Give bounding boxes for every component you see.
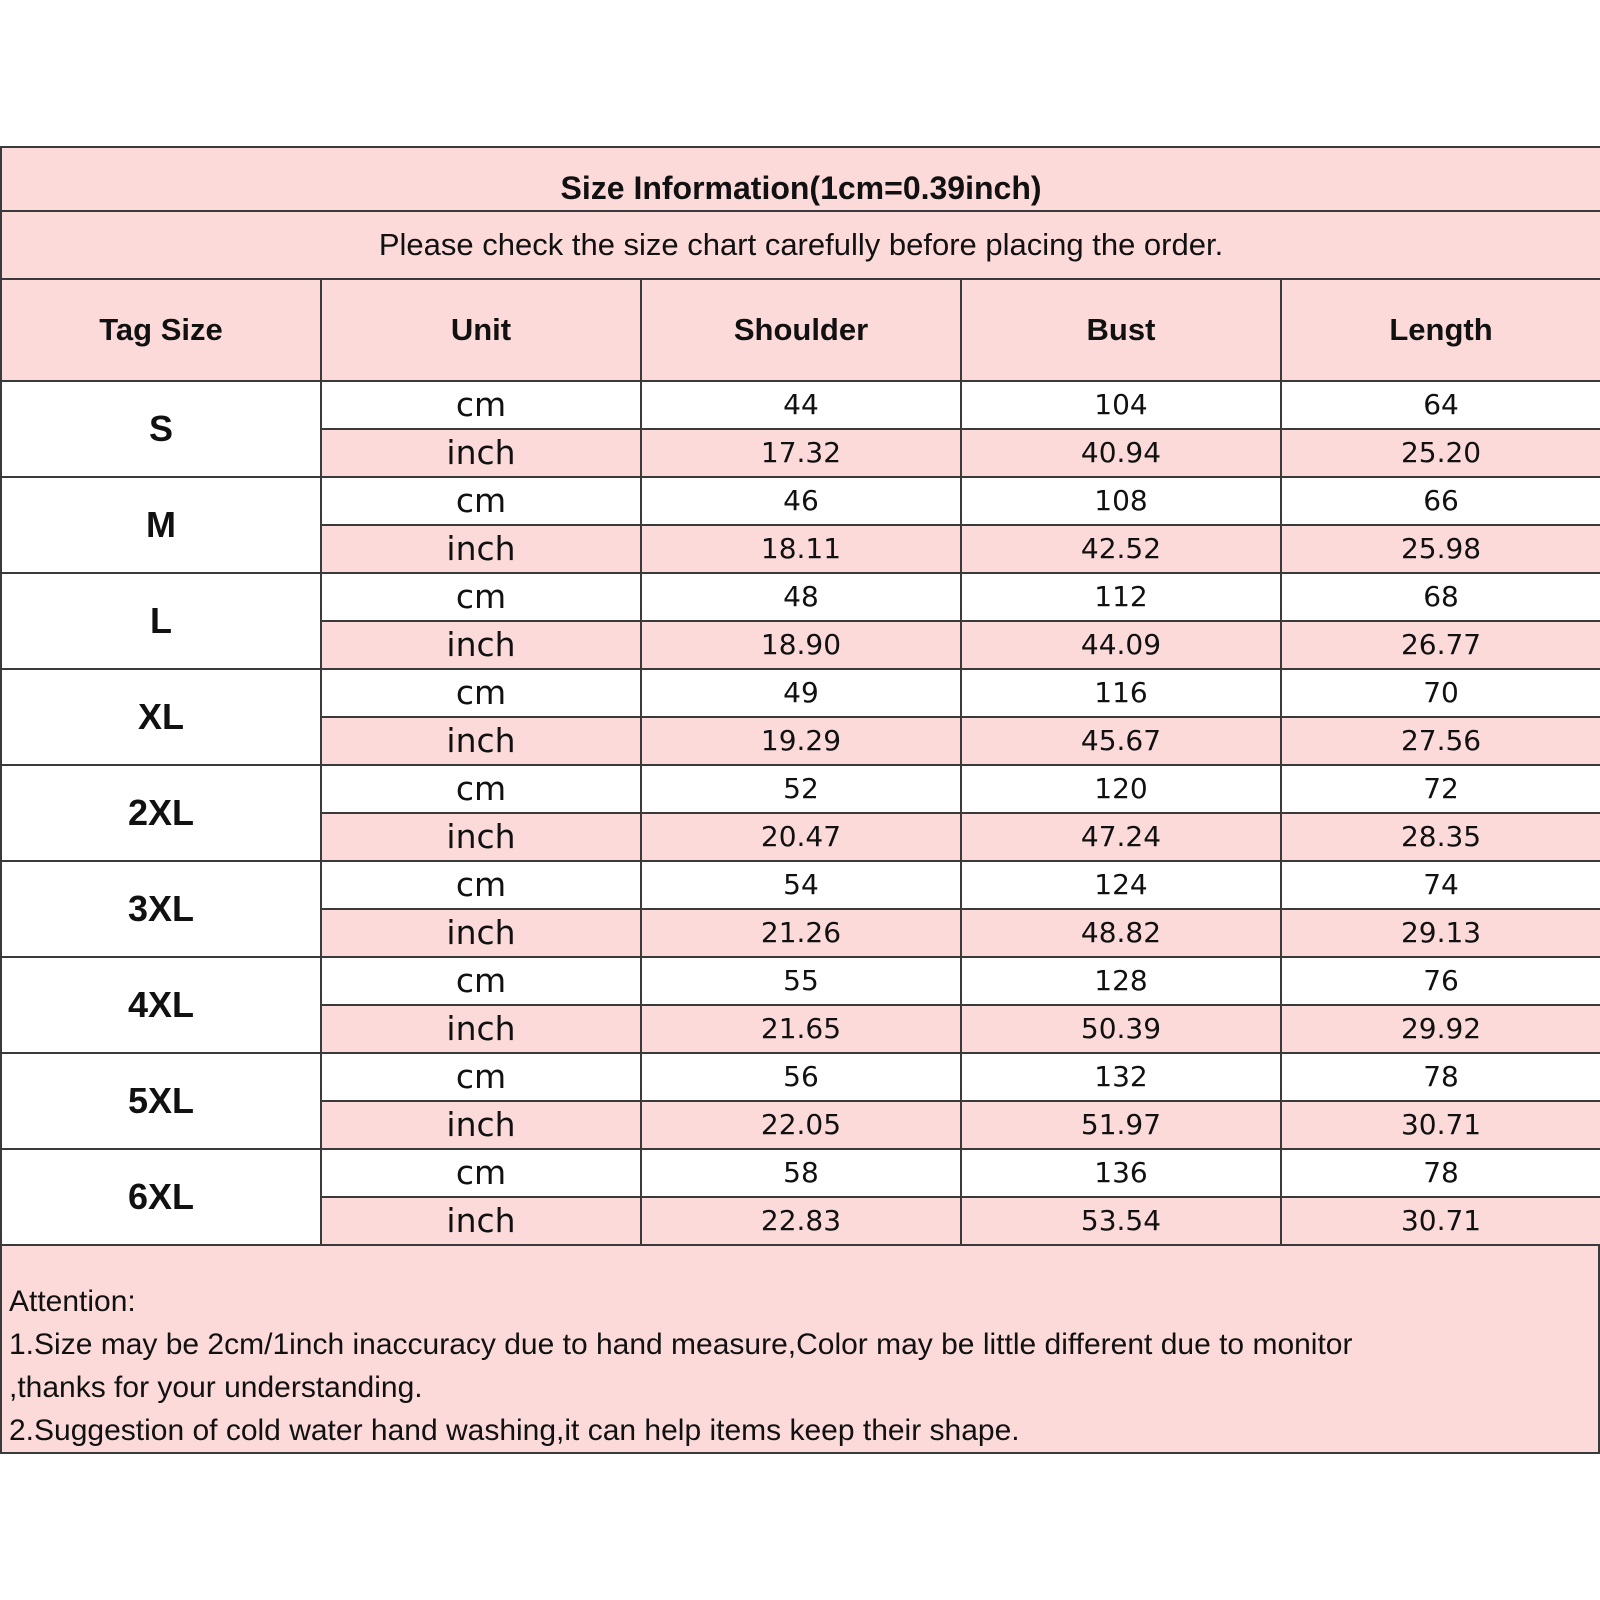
- size-chart: [0, 146, 1600, 1454]
- shoulder-cell: 17.32: [641, 429, 961, 477]
- shoulder-cell: 44: [641, 381, 961, 429]
- length-cell: 29.92: [1281, 1005, 1600, 1053]
- unit-cell: cm: [321, 1149, 641, 1197]
- unit-cell: inch: [321, 909, 641, 957]
- title-row: [1, 147, 1600, 211]
- bust-cell: 132: [961, 1053, 1281, 1101]
- length-cell: 72: [1281, 765, 1600, 813]
- length-cell: 26.77: [1281, 621, 1600, 669]
- table-row: [1, 861, 1600, 909]
- shoulder-cell: 49: [641, 669, 961, 717]
- bust-cell: 42.52: [961, 525, 1281, 573]
- shoulder-cell: 18.11: [641, 525, 961, 573]
- bust-cell: 120: [961, 765, 1281, 813]
- shoulder-cell: 21.65: [641, 1005, 961, 1053]
- table-row: [1, 381, 1600, 429]
- table-row: [1, 1149, 1600, 1197]
- tag-size-cell: S: [1, 381, 321, 477]
- table-row: [1, 957, 1600, 1005]
- bust-cell: 40.94: [961, 429, 1281, 477]
- tag-size-cell: 4XL: [1, 957, 321, 1053]
- unit-cell: cm: [321, 381, 641, 429]
- unit-cell: cm: [321, 669, 641, 717]
- bust-cell: 108: [961, 477, 1281, 525]
- table-row: [1, 573, 1600, 621]
- unit-cell: inch: [321, 621, 641, 669]
- notes-heading: Attention:: [9, 1285, 136, 1318]
- unit-cell: inch: [321, 525, 641, 573]
- table-row: [1, 1053, 1600, 1101]
- shoulder-cell: 55: [641, 957, 961, 1005]
- shoulder-cell: 22.05: [641, 1101, 961, 1149]
- shoulder-cell: 19.29: [641, 717, 961, 765]
- bust-cell: 44.09: [961, 621, 1281, 669]
- shoulder-cell: 58: [641, 1149, 961, 1197]
- length-cell: 30.71: [1281, 1197, 1600, 1245]
- bust-cell: 48.82: [961, 909, 1281, 957]
- tag-size-cell: 2XL: [1, 765, 321, 861]
- bust-cell: 51.97: [961, 1101, 1281, 1149]
- bust-cell: 124: [961, 861, 1281, 909]
- unit-cell: inch: [321, 1101, 641, 1149]
- unit-cell: inch: [321, 813, 641, 861]
- subtitle-row: [1, 211, 1600, 279]
- bust-cell: 50.39: [961, 1005, 1281, 1053]
- table-row: [1, 669, 1600, 717]
- unit-cell: cm: [321, 957, 641, 1005]
- size-table-body: [1, 147, 1600, 1245]
- table-row: [1, 477, 1600, 525]
- tag-size-cell: L: [1, 573, 321, 669]
- bust-cell: 112: [961, 573, 1281, 621]
- notes-line-2: ,thanks for your understanding.: [9, 1371, 423, 1404]
- notes-box: [1, 1245, 1599, 1453]
- shoulder-cell: 56: [641, 1053, 961, 1101]
- notes-table: [0, 1244, 1600, 1454]
- bust-cell: 53.54: [961, 1197, 1281, 1245]
- unit-cell: cm: [321, 573, 641, 621]
- bust-cell: 116: [961, 669, 1281, 717]
- tag-size-cell: 6XL: [1, 1149, 321, 1245]
- length-cell: 64: [1281, 381, 1600, 429]
- shoulder-cell: 54: [641, 861, 961, 909]
- tag-size-cell: 5XL: [1, 1053, 321, 1149]
- shoulder-cell: 21.26: [641, 909, 961, 957]
- length-cell: 30.71: [1281, 1101, 1600, 1149]
- length-cell: 25.20: [1281, 429, 1600, 477]
- length-cell: 68: [1281, 573, 1600, 621]
- header-bust: Bust: [961, 279, 1281, 381]
- header-length: Length: [1281, 279, 1600, 381]
- header-row: [1, 279, 1600, 381]
- shoulder-cell: 18.90: [641, 621, 961, 669]
- bust-cell: 104: [961, 381, 1281, 429]
- shoulder-cell: 46: [641, 477, 961, 525]
- table-row: [1, 765, 1600, 813]
- shoulder-cell: 20.47: [641, 813, 961, 861]
- notes-line-3: 2.Suggestion of cold water hand washing,it can help items keep their shape.: [9, 1414, 1020, 1447]
- tag-size-cell: 3XL: [1, 861, 321, 957]
- unit-cell: cm: [321, 477, 641, 525]
- bust-cell: 128: [961, 957, 1281, 1005]
- tag-size-cell: XL: [1, 669, 321, 765]
- notes-line-1: 1.Size may be 2cm/1inch inaccuracy due to hand measure,Color may be little different due to monitor: [9, 1328, 1353, 1361]
- length-cell: 28.35: [1281, 813, 1600, 861]
- length-cell: 27.56: [1281, 717, 1600, 765]
- length-cell: 74: [1281, 861, 1600, 909]
- length-cell: 66: [1281, 477, 1600, 525]
- shoulder-cell: 22.83: [641, 1197, 961, 1245]
- length-cell: 29.13: [1281, 909, 1600, 957]
- unit-cell: cm: [321, 765, 641, 813]
- chart-title: Size Information(1cm=0.39inch): [1, 147, 1600, 211]
- bust-cell: 47.24: [961, 813, 1281, 861]
- length-cell: 76: [1281, 957, 1600, 1005]
- header-shoulder: Shoulder: [641, 279, 961, 381]
- unit-cell: inch: [321, 1005, 641, 1053]
- length-cell: 25.98: [1281, 525, 1600, 573]
- shoulder-cell: 48: [641, 573, 961, 621]
- length-cell: 78: [1281, 1053, 1600, 1101]
- length-cell: 78: [1281, 1149, 1600, 1197]
- header-unit: Unit: [321, 279, 641, 381]
- unit-cell: cm: [321, 861, 641, 909]
- bust-cell: 136: [961, 1149, 1281, 1197]
- size-table: [0, 146, 1600, 1246]
- unit-cell: inch: [321, 1197, 641, 1245]
- header-tag-size: Tag Size: [1, 279, 321, 381]
- unit-cell: cm: [321, 1053, 641, 1101]
- length-cell: 70: [1281, 669, 1600, 717]
- shoulder-cell: 52: [641, 765, 961, 813]
- chart-subtitle: Please check the size chart carefully before placing the order.: [1, 211, 1600, 279]
- unit-cell: inch: [321, 717, 641, 765]
- unit-cell: inch: [321, 429, 641, 477]
- bust-cell: 45.67: [961, 717, 1281, 765]
- notes-row: [1, 1245, 1599, 1453]
- tag-size-cell: M: [1, 477, 321, 573]
